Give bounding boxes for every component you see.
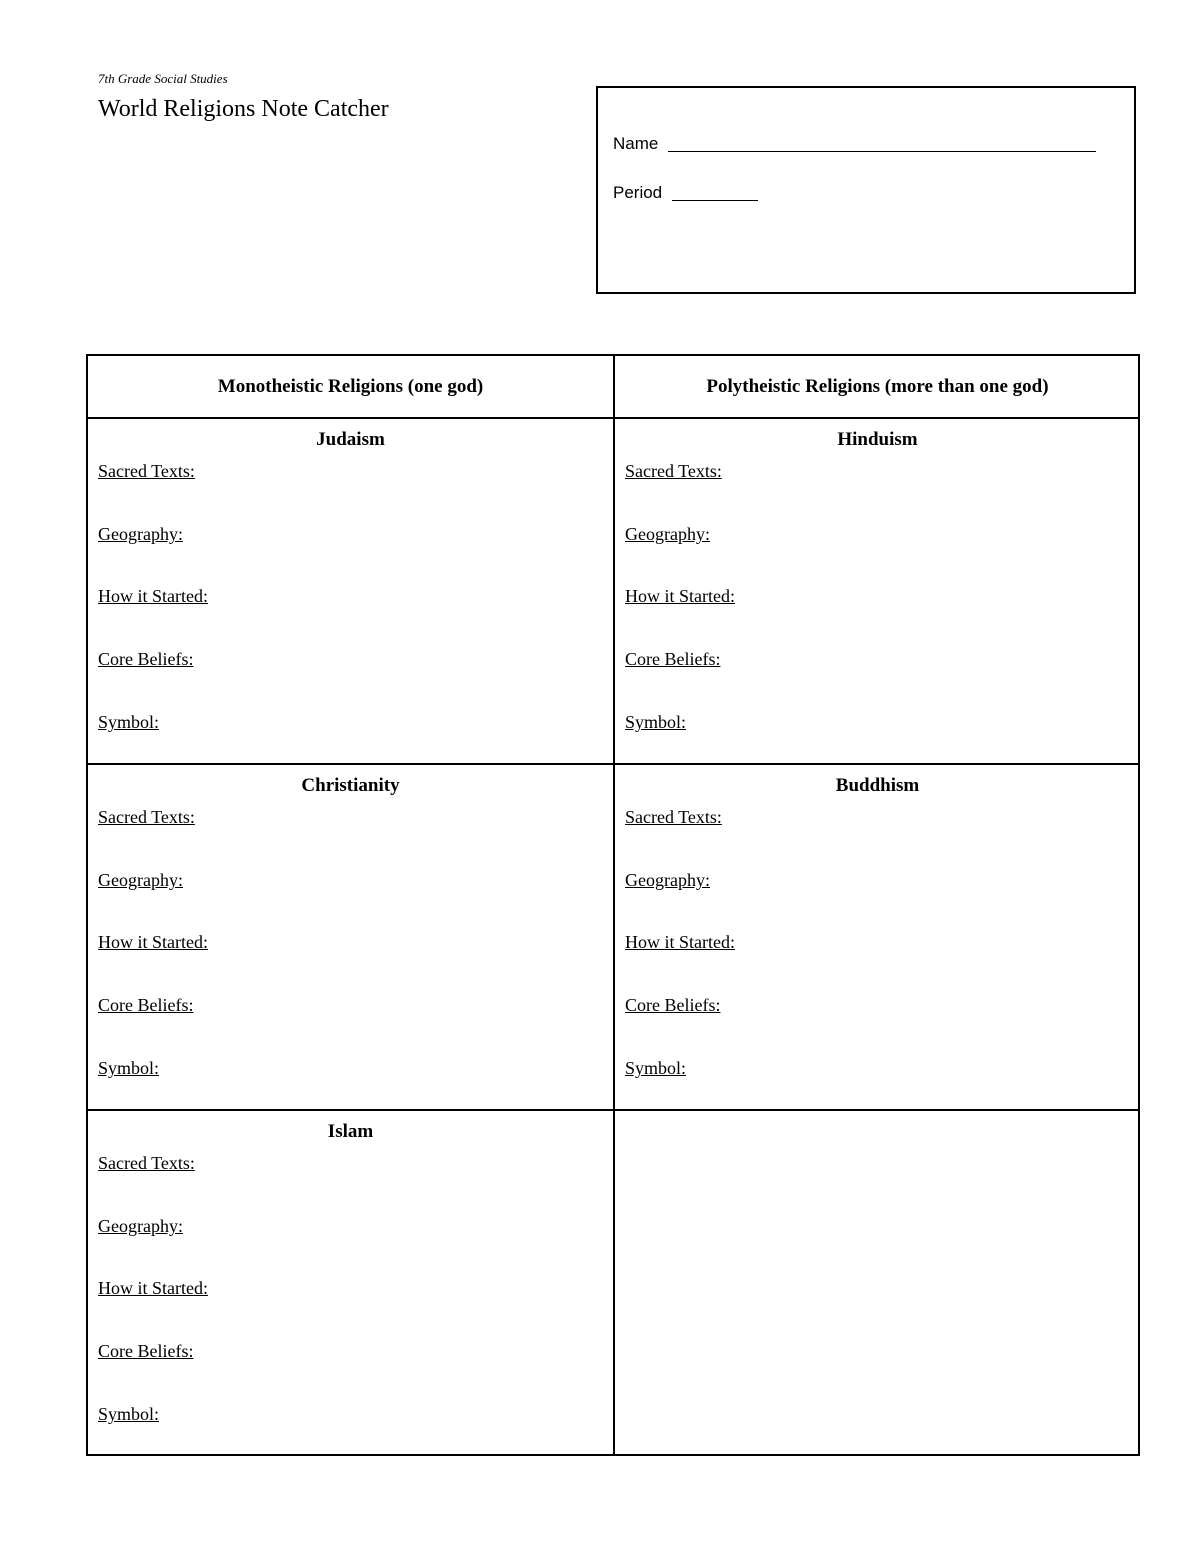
sacred-texts-label: Sacred Texts: — [98, 807, 195, 827]
geography-label: Geography: — [98, 1216, 183, 1236]
judaism-cell[interactable] — [88, 419, 613, 763]
polytheistic-header: Polytheistic Religions (more than one god) — [706, 375, 1049, 397]
monotheistic-header: Monotheistic Religions (one god) — [217, 375, 484, 397]
hinduism-cell[interactable] — [615, 419, 1140, 763]
how-it-started-label: How it Started: — [625, 586, 735, 606]
how-it-started-label: How it Started: — [98, 1278, 208, 1298]
name-blank-line[interactable] — [668, 151, 1096, 152]
symbol-label: Symbol: — [625, 712, 687, 732]
page-title: World Religions Note Catcher — [98, 96, 389, 122]
islam-cell[interactable] — [88, 1111, 613, 1455]
religion-name: Hinduism — [837, 429, 918, 450]
sacred-texts-label: Sacred Texts: — [98, 1153, 195, 1173]
core-beliefs-label: Core Beliefs: — [98, 649, 194, 669]
how-it-started-label: How it Started: — [98, 932, 208, 952]
period-label: Period — [613, 183, 663, 202]
sacred-texts-label: Sacred Texts: — [625, 807, 722, 827]
symbol-label: Symbol: — [98, 1058, 160, 1078]
course-label: 7th Grade Social Studies — [98, 71, 228, 86]
symbol-label: Symbol: — [98, 712, 160, 732]
sacred-texts-label: Sacred Texts: — [625, 461, 722, 481]
empty-cell — [615, 1111, 1140, 1455]
geography-label: Geography: — [625, 870, 710, 890]
core-beliefs-label: Core Beliefs: — [98, 995, 194, 1015]
geography-label: Geography: — [98, 524, 183, 544]
period-blank-line[interactable] — [672, 200, 758, 201]
religions-table — [86, 354, 1140, 1456]
period-row — [613, 183, 758, 203]
core-beliefs-label: Core Beliefs: — [625, 649, 721, 669]
religion-name: Buddhism — [835, 775, 920, 796]
sacred-texts-label: Sacred Texts: — [98, 461, 195, 481]
symbol-label: Symbol: — [98, 1404, 160, 1424]
geography-label: Geography: — [98, 870, 183, 890]
religion-name: Judaism — [316, 429, 385, 450]
how-it-started-label: How it Started: — [98, 586, 208, 606]
core-beliefs-label: Core Beliefs: — [625, 995, 721, 1015]
name-row — [613, 134, 1096, 154]
religion-name: Islam — [327, 1121, 374, 1142]
how-it-started-label: How it Started: — [625, 932, 735, 952]
buddhism-cell[interactable] — [615, 765, 1140, 1109]
name-label: Name — [613, 134, 659, 153]
core-beliefs-label: Core Beliefs: — [98, 1341, 194, 1361]
symbol-label: Symbol: — [625, 1058, 687, 1078]
religion-name: Christianity — [301, 775, 400, 796]
student-info-box — [596, 86, 1136, 294]
geography-label: Geography: — [625, 524, 710, 544]
christianity-cell[interactable] — [88, 765, 613, 1109]
